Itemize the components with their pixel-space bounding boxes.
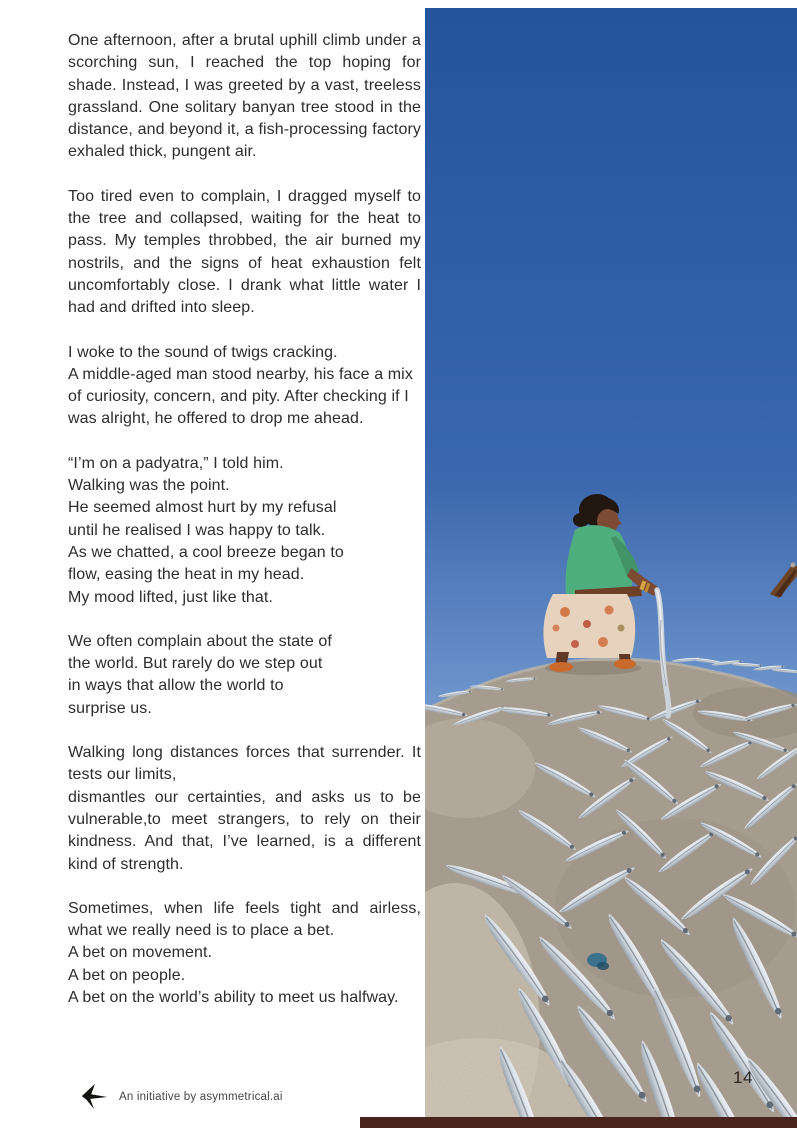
paragraph: “I’m on a padyatra,” I told him. Walking was the point. He seemed almost hurt by my refusal until he realised I was happy to talk. As we chatted, a cool breeze began to flow, easing the heat in my head. My mood lifted, just like that.: [68, 454, 344, 606]
paragraph: Walking long distances forces that surrender. It tests our limits, dismantles our certainties, and asks us to be vulnerable,to meet strangers, to rely on their kindness. And that, I’ve learned, is a different kind of strength.: [68, 744, 421, 873]
paragraph: One afternoon, after a brutal uphill climb under a scorching sun, I reached the top hoping for shade. Instead, I was greeted by a vast, treeless grassland. One solitary banyan tree stood in the distance, and beyond it, a fish-processing factory exhaled thick, pungent air.: [68, 32, 421, 161]
photo-woman-drying-fish: [425, 8, 797, 1121]
paragraph: Too tired even to complain, I dragged myself to the tree and collapsed, waiting for the heat to pass. My temples throbbed, the air burned my nostrils, and the signs of heat exhaustion felt uncomfortably close. I drank what little water I had and drifted into sleep.: [68, 187, 421, 317]
paragraph: We often complain about the state of the world. But rarely do we step out in ways that allow the world to surprise us.: [68, 632, 332, 717]
paragraph: I woke to the sound of twigs cracking. A middle-aged man stood nearby, his face a mix of curiosity, concern, and pity. After checking if I was alright, he offered to drop me ahead.: [68, 343, 413, 428]
page-number: 14: [733, 1068, 753, 1087]
bird-logo-icon: [79, 1083, 109, 1111]
paragraph: Sometimes, when life feels tight and airless, what we really need is to place a bet. A bet on movement. A bet on people. A bet on the world’s ability to meet us halfway.: [68, 899, 421, 1006]
footer: [79, 1083, 283, 1111]
footer-initiative-text: An initiative by asymmetrical.ai: [119, 1091, 283, 1103]
article-text: [68, 30, 421, 1031]
accent-bar: [360, 1117, 797, 1128]
